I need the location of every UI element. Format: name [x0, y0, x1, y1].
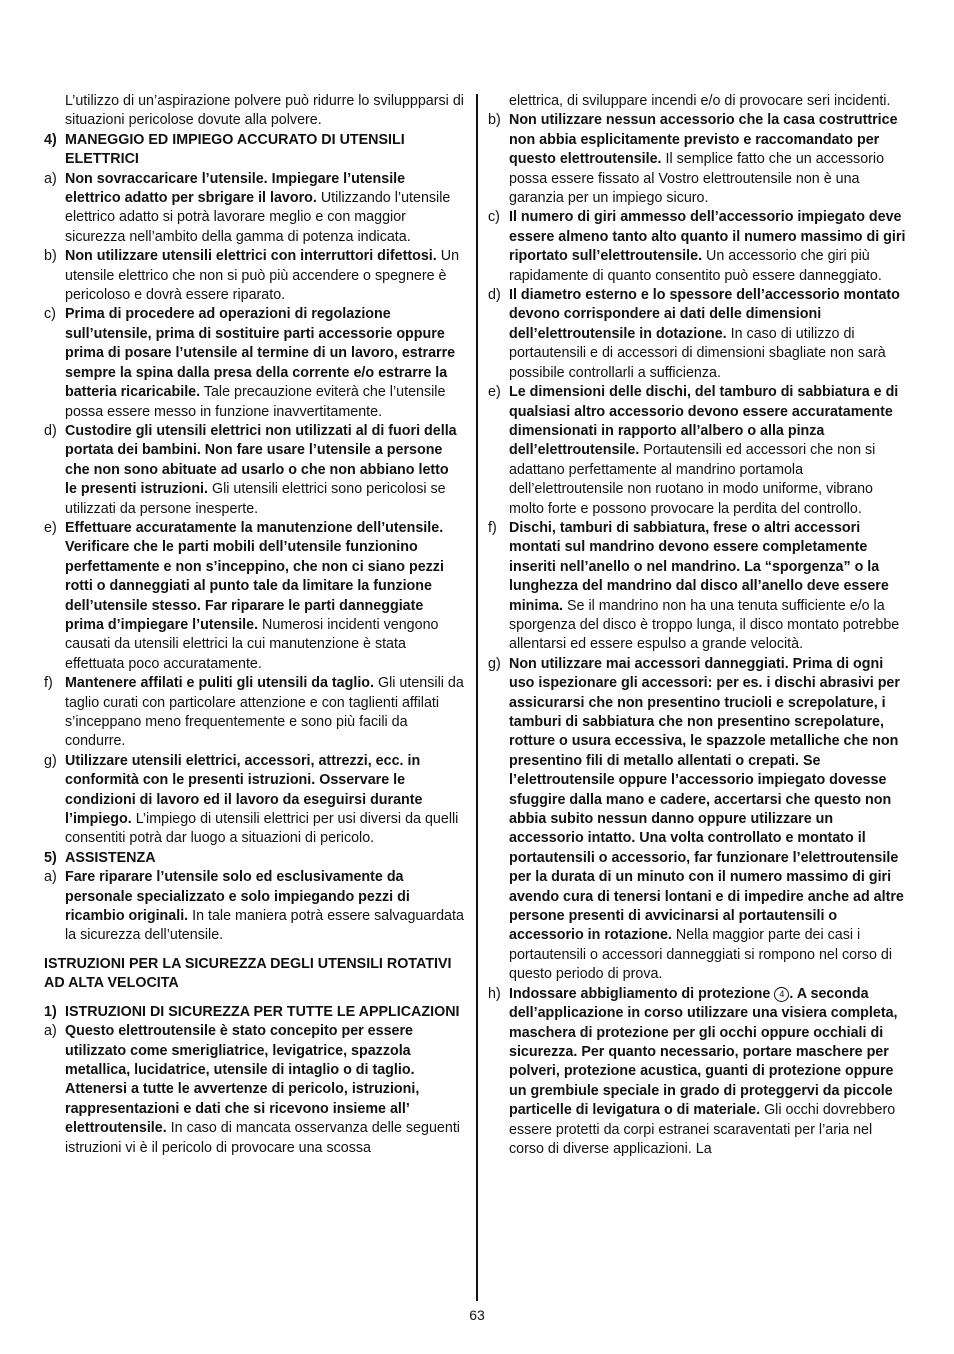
item-text: [509, 655, 910, 985]
item-label: g): [488, 655, 501, 672]
item-text: [65, 519, 464, 674]
item-label: g): [44, 752, 57, 769]
page-number: 63: [469, 1307, 485, 1323]
item-text: [65, 247, 464, 305]
item-label: f): [44, 675, 53, 692]
item-text: [65, 868, 464, 946]
item-normal-text: L’impiego di utensili elettrici per usi diversi da quelli consentiti potrà dar luogo a situazioni di pericolo.: [65, 811, 459, 847]
item-normal-text: Se il mandrino non ha una tenuta sufficiente e/o la sporgenza del disco è troppo lunga, il disco montato potrebbe allentarsi ed essere espulso a grande velocità.: [509, 597, 900, 653]
item-label: c): [44, 306, 56, 323]
item-label: f): [488, 519, 497, 536]
item-label: a): [44, 1023, 57, 1040]
item-normal-text: Gli utensili da taglio curati con particolare attenzione e con taglienti affilati s’inceppano meno frequentemente e sono più facili da condurre.: [65, 675, 464, 750]
item-bold-text: Fare riparare l’utensile solo ed esclusivamente da personale specializzato e solo impiegando pezzi di ricambio originali.: [65, 869, 410, 925]
item-bold-text: Il numero di giri ammesso dell’accessorio impiegato deve essere almeno tanto alto quanto il numero massimo di giri riportato sull’elettroutensile.: [509, 209, 906, 265]
section-1-heading: [44, 1003, 464, 1022]
section-5-title: ASSISTENZA: [65, 849, 156, 866]
main-heading: ISTRUZIONI PER LA SICUREZZA DEGLI UTENSILI ROTATIVI AD ALTA VELOCITA: [44, 955, 452, 992]
item-text: [509, 286, 910, 383]
section-4-number: 4): [44, 131, 57, 148]
item-label: b): [44, 248, 57, 265]
item-normal-text: Numerosi incidenti vengono causati da utensili elettrici la cui manutenzione è stata effettuata poco accuratamente.: [65, 616, 439, 672]
item-text: [65, 305, 464, 421]
item-normal-text: Gli occhi dovrebbero essere protetti da corpi estranei scaraventati per l’aria nel corso di diverse applicazioni. La: [509, 1102, 896, 1157]
column-divider: [476, 94, 478, 1301]
item-bold-text: Indossare abbigliamento di protezione: [509, 985, 771, 1002]
callout-number-4: 4: [774, 987, 789, 1002]
list-item: [44, 1022, 464, 1158]
item-label: e): [44, 519, 57, 536]
item-normal-text: Nella maggior parte dei casi i portautensili o accessori danneggiati si rompono nel corso di questo periodo di prova.: [509, 927, 893, 983]
list-item: [44, 674, 464, 752]
item-bold-text: Utilizzare utensili elettrici, accessori, attrezzi, ecc. in conformità con le presenti istruzioni. Osservare le condizioni di lavoro ed il lavoro da eseguirsi durante l’impiego.: [65, 752, 423, 828]
item-normal-text: In caso di utilizzo di portautensili e di accessori di dimensioni sbagliate non sarà possibile controllarli a sufficienza.: [509, 325, 886, 381]
item-label: a): [44, 170, 57, 187]
item-bold-text: Non sovraccaricare l’utensile. Impiegare l’utensile elettrico adatto per sbrigare il lavoro.: [65, 170, 406, 207]
item-normal-text: In caso di mancata osservanza delle seguenti istruzioni vi è il pericolo di provocare una scossa: [65, 1120, 460, 1156]
list-item: [44, 170, 464, 248]
item-label: h): [488, 985, 501, 1002]
item-bold-text: Custodire gli utensili elettrici non utilizzati al di fuori della portata dei bambini. Non fare usare l’utensile a persone che non sono abituate ad usarlo o che non abbiano letto le presenti istruzioni.: [65, 422, 457, 498]
right-column: [488, 92, 910, 1159]
section-4-heading: [44, 131, 464, 170]
item-label: b): [488, 112, 501, 129]
item-normal-text: Tale precauzione eviterà che l’utensile possa essere messo in funzione inavvertitamente.: [65, 384, 446, 420]
item-text: [509, 208, 910, 286]
item-label: a): [44, 869, 57, 886]
item-bold-text: Questo elettroutensile è stato concepito per essere utilizzato come smerigliatrice, levigatrice, spazzola metallica, lucidatrice, utensile di intaglio o di taglio. Attenersi a tutte le avvertenze di pericolo, istruzioni, rappresentazioni e dati che si ricevono insieme all’ elettroutensile.: [65, 1023, 420, 1137]
item-bold-text-2: . A seconda dell’applicazione in corso utilizzare una visiera completa, maschera di protezione per gli occhi oppure occhiali di sicurezza. Per quanto necessario, portare maschere per polveri, protezione acustica, guanti di protezione oppure un grembiule speciale in grado di proteggervi da piccole particelle di levigatura o di materiale.: [509, 985, 898, 1119]
item-bold-text: Effettuare accuratamente la manutenzione dell’utensile. Verificare che le parti mobili dell’utensile funzionino perfettamente e non s’inceppino, che non ci siano pezzi rotti o danneggiati al punto tale da limitare la funzione dell’utensile stesso. Far riparare le parti danneggiate prima d’impiegare l’utensile.: [65, 519, 444, 633]
list-item: [488, 111, 910, 208]
item-text: [65, 170, 464, 248]
item-bold-text: Non utilizzare mai accessori danneggiati. Prima di ogni uso ispezionare gli accessori: per es. i dischi abrasivi per assicurarsi che non presentino trucioli e screpolature, i tamburi di sabbiatura che non presentino screpolature, rotture o usura eccessiva, le spazzole metalliche che non presentino fili di metallo allentati o crepati. Se l’elettroutensile oppure l’accessorio impiegato dovesse sfuggire dalla mano e cadere, accertarsi che questo non abbia subito nessun danno oppure utilizzare un accessorio intatto. Una volta controllato e montato il portautensili o accessorio, far funzionare l’elettroutensile per la durata di un minuto con il numero massimo di giri avendo cura di tenersi lontani e di impedire anche ad altre persone presenti di avvicinarsi al portautensili o accessorio in rotazione.: [509, 655, 904, 944]
item-text: [509, 111, 910, 208]
item-bold-text: Non utilizzare utensili elettrici con interruttori difettosi.: [65, 248, 437, 265]
list-item: [44, 752, 464, 849]
item-normal-text: In tale maniera potrà essere salvaguardata la sicurezza dell’utensile.: [65, 908, 464, 944]
item-label: c): [488, 209, 500, 226]
item-label: d): [44, 422, 57, 439]
list-item: [488, 208, 910, 286]
item-text: [65, 752, 464, 849]
left-column: [44, 92, 464, 1158]
section-1-items: [44, 1022, 464, 1158]
list-item: [44, 247, 464, 305]
item-text: [509, 383, 910, 519]
list-item: [44, 422, 464, 519]
item-normal-text: Gli utensili elettrici sono pericolosi se utilizzati da persone inesperte.: [65, 481, 446, 517]
list-item-h: [488, 985, 910, 1160]
list-item: [44, 519, 464, 674]
list-item: [44, 305, 464, 421]
item-bold-text: Dischi, tamburi di sabbiatura, frese o altri accessori montati sul mandrino devono essere completamente inseriti nell’anello o nel mandrino. La “sporgenza” o la lunghezza del mandrino dal disco all’anello deve essere minima.: [509, 519, 889, 614]
section-5-number: 5): [44, 849, 57, 866]
item-text: [65, 422, 464, 519]
item-text: [65, 1022, 464, 1158]
item-label: e): [488, 384, 501, 401]
item-bold-text: Il diametro esterno e lo spessore dell’accessorio montato devono corrispondere ai dati delle dimensioni dell’elettroutensile in dotazione.: [509, 287, 900, 342]
item-normal-text: Portautensili ed accessori che non si adattano perfettamente al mandrino portamola dell’elettroutensile non ruotano in modo uniforme, vibrano molto forte e possono provocare la perdita del controllo.: [509, 442, 876, 517]
item-normal-text: Un accessorio che giri più rapidamente di quanto consentito può essere danneggiato.: [509, 248, 882, 284]
intro-paragraph: L’utilizzo di un’aspirazione polvere può ridurre lo sviluppparsi di situazioni pericolose dovute alla polvere.: [65, 93, 464, 129]
continuation-paragraph: elettrica, di sviluppare incendi e/o di provocare seri incidenti.: [509, 93, 891, 109]
item-text: [65, 674, 464, 752]
item-text: [509, 519, 910, 655]
list-item: [488, 383, 910, 519]
list-item: [44, 868, 464, 946]
list-item: [488, 655, 910, 985]
item-bold-text: Mantenere affilati e puliti gli utensili da taglio.: [65, 675, 375, 692]
section-1-number: 1): [44, 1003, 57, 1020]
item-bold-text: Prima di procedere ad operazioni di regolazione sull’utensile, prima di sostituire parti accessorie oppure prima di posare l’utensile al termine di un lavoro, estrarre sempre la spina dalla presa della corrente e/o estrarre la batteria ricaricabile.: [65, 306, 456, 401]
section-5-heading: [44, 849, 464, 868]
section-4-title: MANEGGIO ED IMPIEGO ACCURATO DI UTENSILI ELETTRICI: [65, 131, 405, 168]
item-bold-text: Non utilizzare nessun accessorio che la casa costruttrice non abbia esplicitamente previsto e raccomandato per questo elettroutensile.: [509, 112, 898, 168]
item-bold-text: Le dimensioni delle dischi, del tamburo di sabbiatura e di qualsiasi altro accessorio devono essere accuratamente dimensionati in rapporto all’albero o alla pinza dell’elettroutensile.: [509, 384, 899, 459]
item-text: [509, 985, 910, 1160]
section-4-items: [44, 170, 464, 849]
section-1-title: ISTRUZIONI DI SICUREZZA PER TUTTE LE APPLICAZIONI: [65, 1003, 460, 1020]
list-item: [488, 286, 910, 383]
item-normal-text: Utilizzando l’utensile elettrico adatto si potrà lavorare meglio e con maggior sicurezza nell’ambito della gamma di potenza indicata.: [65, 190, 451, 245]
right-items: [488, 111, 910, 984]
item-label: d): [488, 287, 501, 304]
list-item: [488, 519, 910, 655]
item-normal-text: Un utensile elettrico che non si può più accendere o spegnere è pericoloso e dovrà essere riparato.: [65, 248, 460, 304]
item-normal-text: Il semplice fatto che un accessorio possa essere fissato al Vostro elettroutensile non è una garanzia per un impiego sicuro.: [509, 151, 885, 207]
section-5-items: [44, 868, 464, 946]
